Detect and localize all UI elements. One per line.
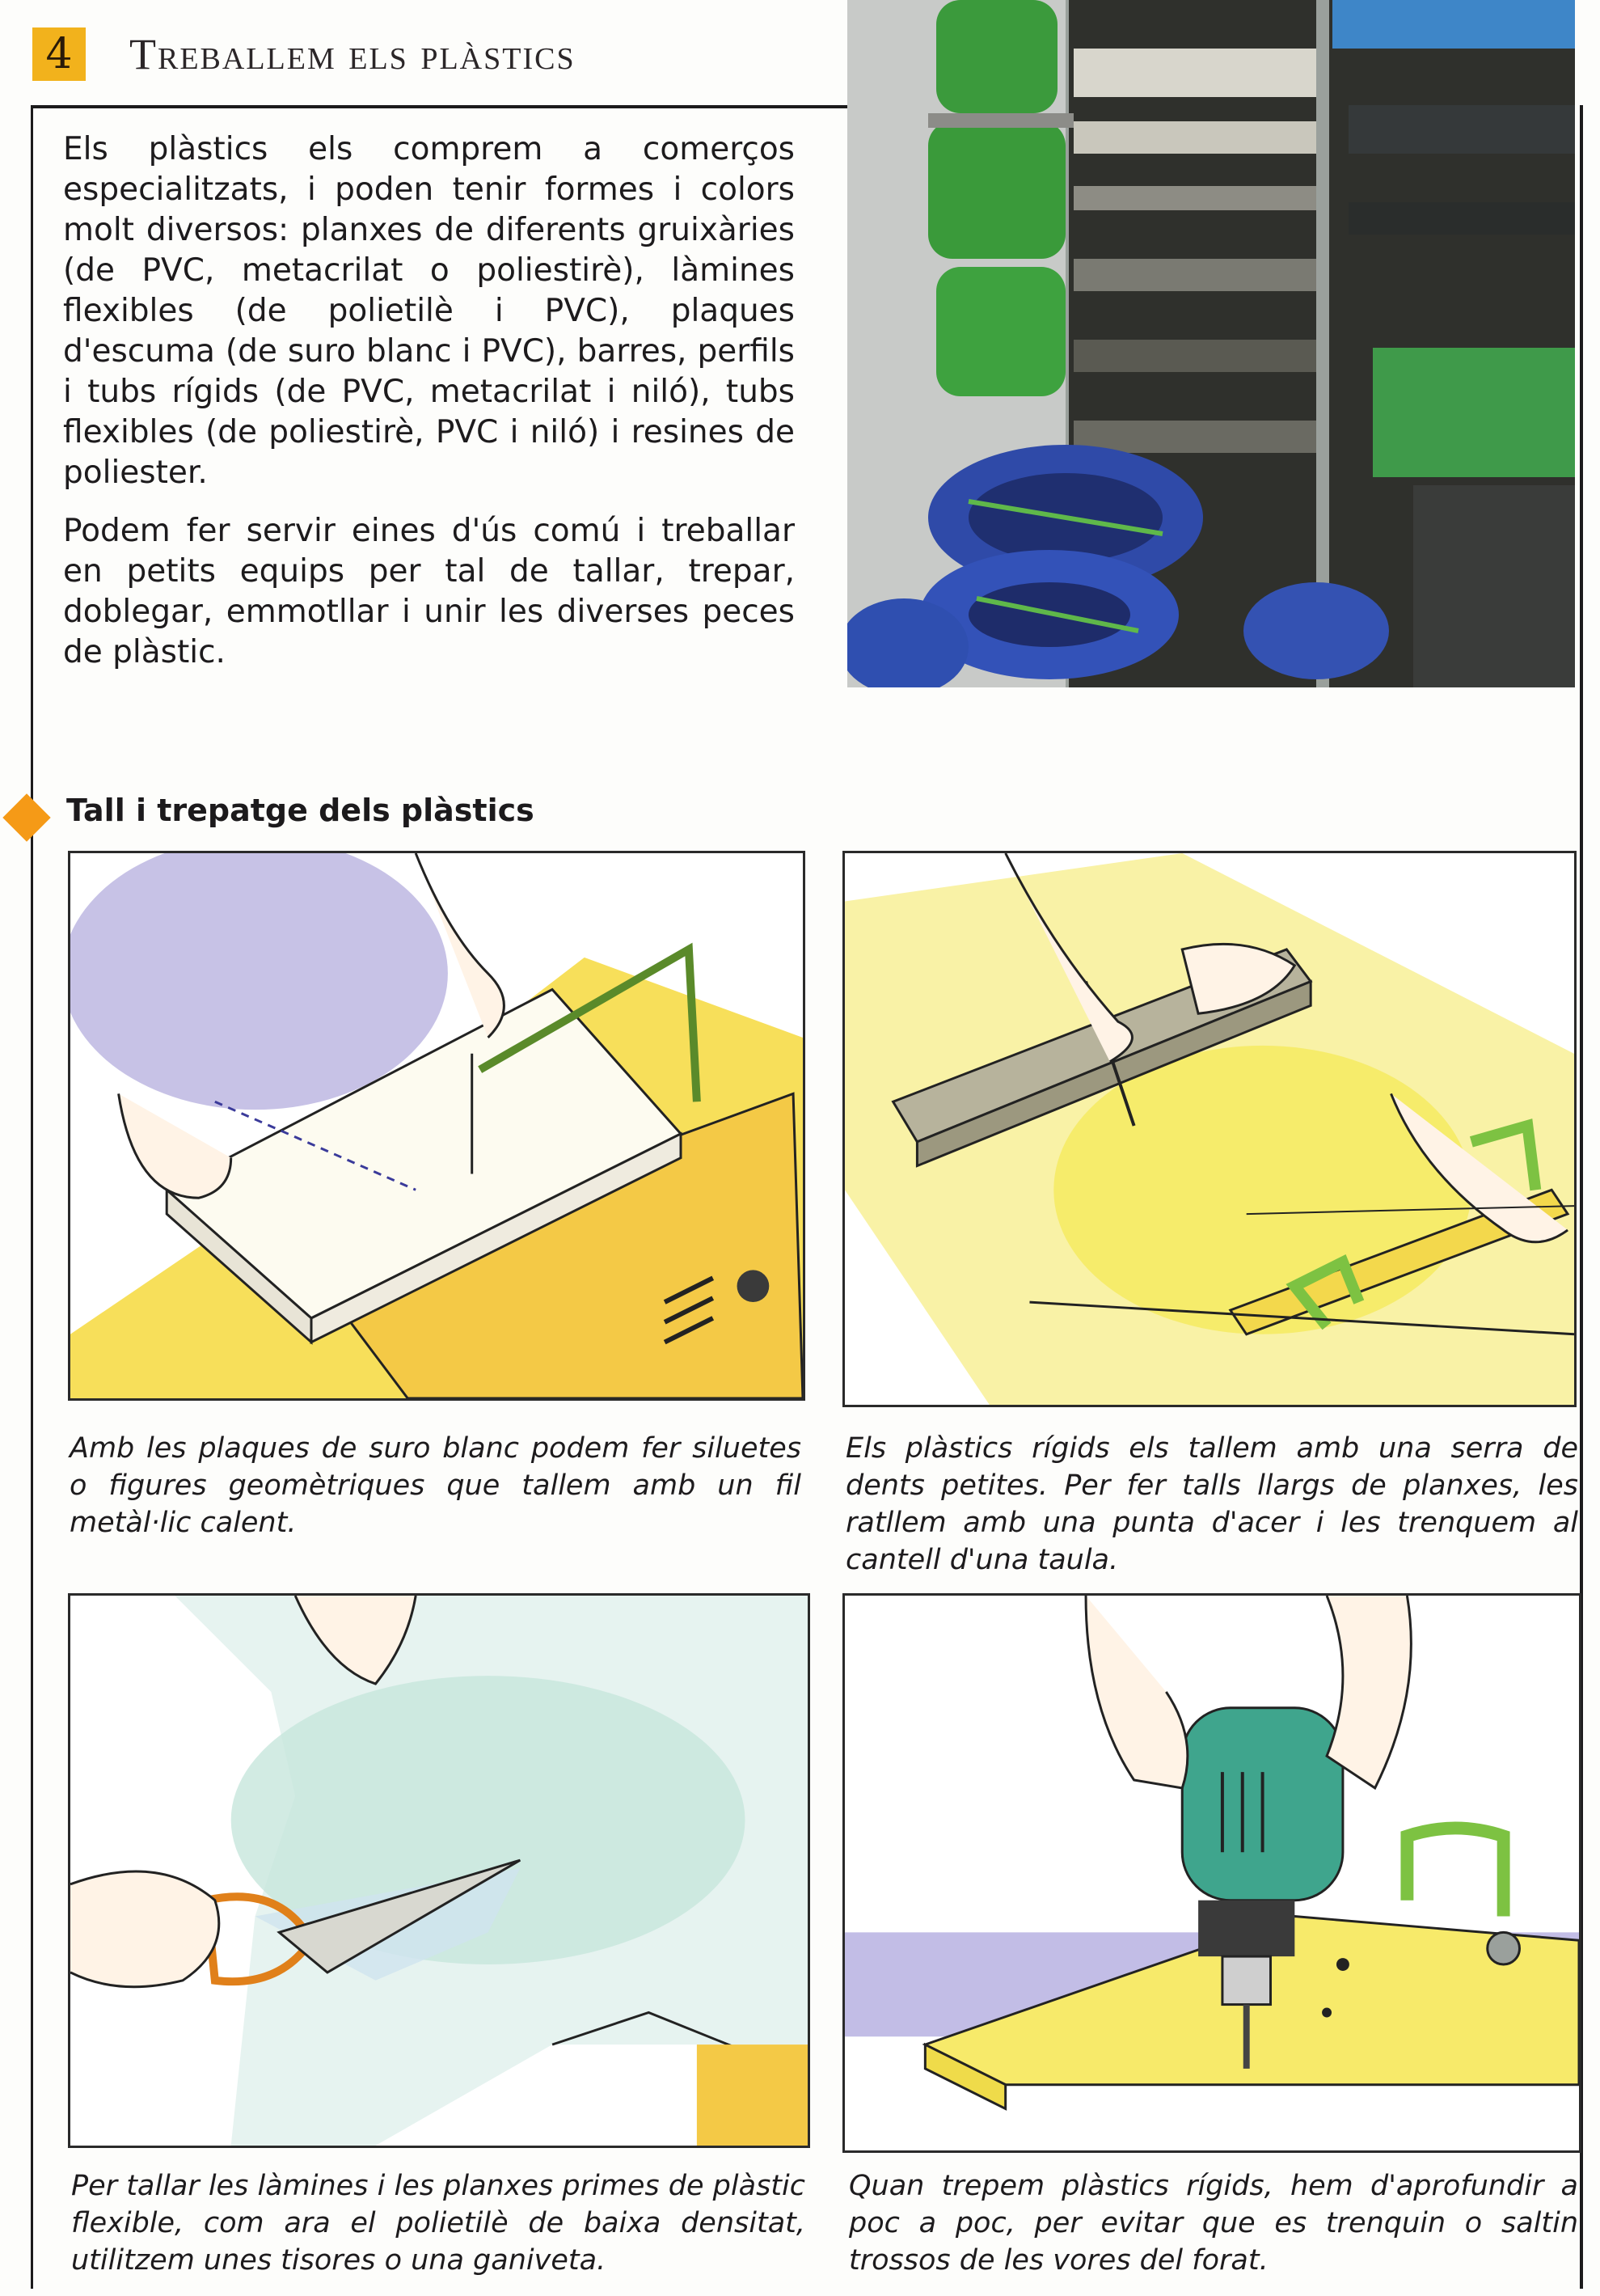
section-heading: Tall i trepatge dels plàstics bbox=[66, 793, 534, 828]
illustration-drilling bbox=[842, 1593, 1581, 2153]
illustration-rigid-plastic-cutting bbox=[842, 851, 1577, 1407]
rigid-plastic-cutting-illustration bbox=[845, 853, 1574, 1405]
caption-drilling: Quan trepem plàstics rígids, hem d'aprofundir a poc a poc, per evitar que es trenquin o saltin trossos de les vores del forat. bbox=[849, 2170, 1578, 2277]
drilling-illustration bbox=[845, 1596, 1579, 2150]
illustration-hot-wire-cutting bbox=[68, 851, 805, 1401]
hot-wire-cutter-illustration bbox=[70, 853, 803, 1398]
storeroom-photo bbox=[847, 0, 1575, 687]
caption-rigid-plastic-cutting: Els plàstics rígids els tallem amb una serra de dents petites. Per fer talls llargs de planxes, les ratllem amb una punta d'acer i les trenquem al cantell d'una taula. bbox=[846, 1432, 1578, 1576]
intro-paragraph-2: Podem fer servir eines d'ús comú i treballar en petits equips per tal de tallar, trepar, doblegar, emmotllar i unir les diverses peces de plàstic. bbox=[63, 513, 795, 670]
frame-left-rule bbox=[31, 105, 33, 2289]
intro-text bbox=[63, 129, 795, 691]
chapter-number-badge: 4 bbox=[32, 27, 86, 81]
intro-paragraph-1: Els plàstics els comprem a comerços especialitzats, i poden tenir formes i colors molt diversos: planxes de diferents gruixàries (de PVC, metacrilat o poliestirè), làmines flexibles (de polietilè i PVC), plaques d'escuma (de suro blanc i PVC), barres, perfils i tubs rígids (de PVC, metacrilat i niló), tubs flexibles (de poliestirè, PVC i niló) i resines de poliester. bbox=[63, 131, 795, 491]
storeroom-photo-image bbox=[847, 0, 1575, 687]
section-diamond-icon bbox=[2, 793, 50, 841]
caption-hot-wire-cutting: Amb les plaques de suro blanc podem fer siluetes o figures geomètriques que tallem amb un fil metàl·lic calent. bbox=[70, 1432, 801, 1539]
caption-flexible-sheet-cutting: Per tallar les làmines i les planxes primes de plàstic flexible, com ara el polietilè de baixa densitat, utilitzem unes tisores o una ganiveta. bbox=[71, 2170, 805, 2277]
flexible-sheet-cutting-illustration bbox=[70, 1596, 808, 2146]
header-rule bbox=[31, 105, 847, 108]
illustration-flexible-sheet-cutting bbox=[68, 1593, 810, 2148]
page-title: Treballem els plàstics bbox=[129, 30, 576, 78]
